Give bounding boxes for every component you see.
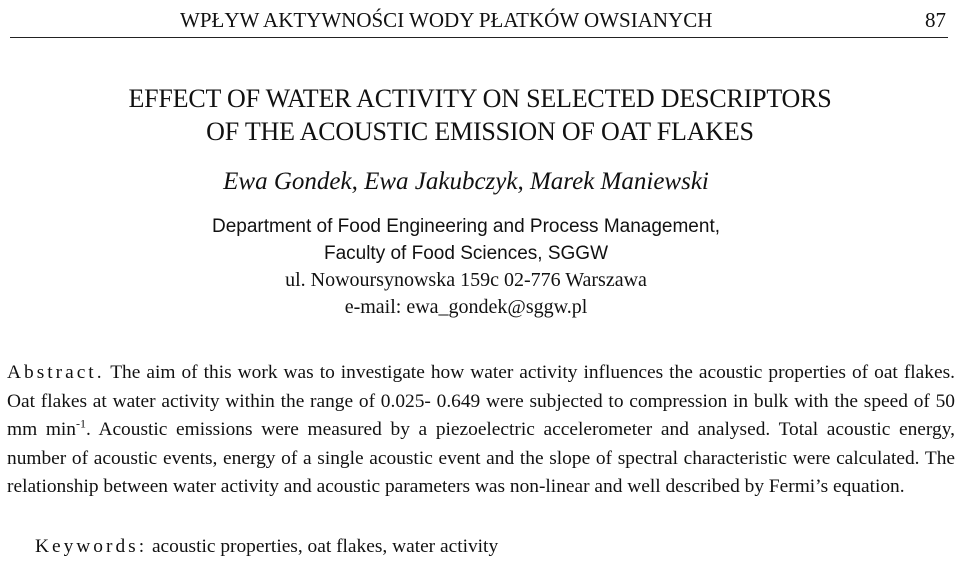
page-number: 87 (925, 8, 946, 32)
keywords-text: acoustic properties, oat flakes, water activity (147, 536, 499, 557)
affiliation (0, 213, 960, 321)
abstract-superscript: -1 (76, 416, 86, 431)
abstract (7, 359, 955, 502)
running-title: WPŁYW AKTYWNOŚCI WODY PŁATKÓW OWSIANYCH (180, 8, 713, 32)
keywords (35, 533, 955, 561)
abstract-text-part-2: . Acoustic emissions were measured by a piezoelectric accelerometer and analysed. Total acoustic energy, number of acoustic events, energy of a single acoustic event and the slope of spectral characteristic were calculated. The relationship between water activity and acoustic parameters was non-linear and well described by Fermi’s equation. (7, 419, 955, 498)
affiliation-department: Department of Food Engineering and Process Management, (211, 216, 721, 237)
affiliation-email: e-mail: ewa_gondek@sggw.pl (344, 296, 588, 318)
paper-title (0, 82, 960, 148)
authors: Ewa Gondek, Ewa Jakubczyk, Marek Maniewski (223, 168, 709, 195)
abstract-paragraph (7, 359, 955, 502)
affiliation-faculty: Faculty of Food Sciences, SGGW (323, 243, 609, 264)
keywords-label: Keywords: (35, 536, 148, 557)
abstract-text-part-1: The aim of this work was to investigate how water activity influences the acoustic properties of oat flakes. Oat flakes at water activity within the range of 0.025- 0.649 were subjected to compression in bulk with the speed of 50 mm min (7, 362, 955, 441)
abstract-label: Abstract. (7, 362, 105, 383)
title-line-2: OF THE ACOUSTIC EMISSION OF OAT FLAKES (206, 117, 754, 146)
affiliation-address: ul. Nowoursynowska 159c 02-776 Warszawa (285, 269, 647, 291)
running-header (10, 3, 948, 38)
title-line-1: EFFECT OF WATER ACTIVITY ON SELECTED DESCRIPTORS (128, 84, 832, 113)
